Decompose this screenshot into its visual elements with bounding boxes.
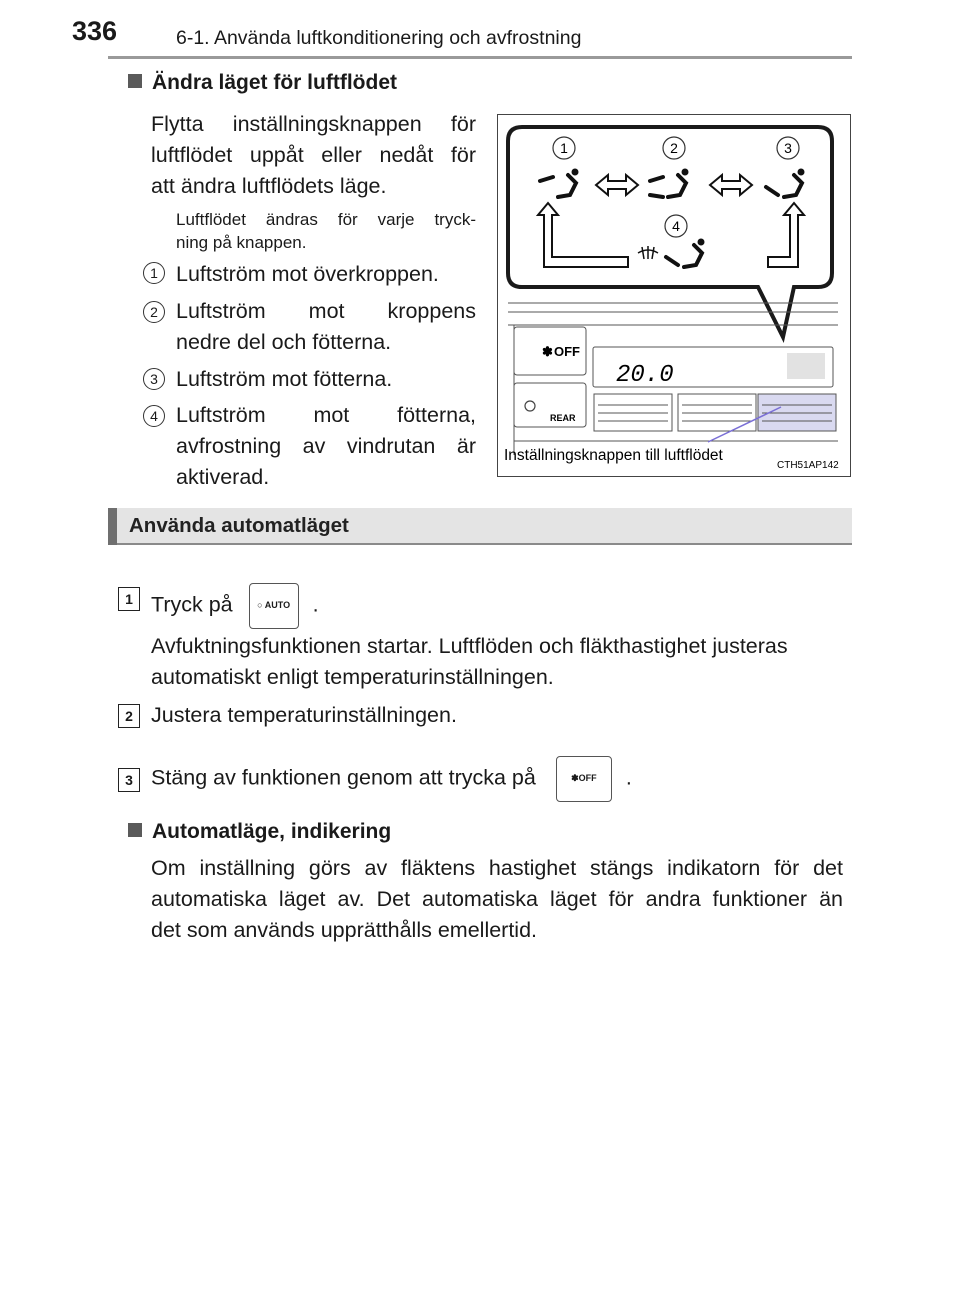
mode-2-text bbox=[176, 296, 476, 358]
mode-line: nedre del och fötterna. bbox=[176, 330, 392, 354]
step-1-detail-line: Avfuktningsfunktionen startar. Luftflöden och fläkthastighet justeras bbox=[151, 634, 788, 658]
airflow-figure bbox=[497, 114, 851, 477]
mode-3-number: 3 bbox=[143, 368, 165, 390]
indicator-subheading-text: Automatläge, indikering bbox=[152, 820, 392, 843]
airflow-note-line: Luftflödet ändras för varje tryck- bbox=[176, 210, 476, 229]
step-1-detail-line: automatiskt enligt temperaturinställningen. bbox=[151, 665, 554, 689]
mode-2-number: 2 bbox=[143, 301, 165, 323]
step-1-lead: Tryck på bbox=[151, 592, 233, 617]
mode-4-text bbox=[176, 400, 476, 493]
step-1-text bbox=[151, 583, 851, 629]
header-rule bbox=[108, 56, 852, 59]
mode-line: aktiverad. bbox=[176, 465, 270, 489]
airflow-note-line: ning på knappen. bbox=[176, 233, 307, 252]
off-button[interactable]: ✽OFF bbox=[556, 756, 612, 802]
step-1-number: 1 bbox=[118, 587, 140, 611]
airflow-intro bbox=[151, 109, 476, 202]
fan-off-label: OFF bbox=[554, 344, 580, 359]
mode-line: Luftström mot överkroppen. bbox=[176, 262, 439, 286]
airflow-indicator bbox=[787, 353, 825, 379]
airflow-note bbox=[176, 208, 476, 254]
mode-1-number: 1 bbox=[143, 262, 165, 284]
step-2-text: Justera temperaturinställningen. bbox=[151, 703, 457, 727]
mode-line: avfrostning av vindrutan är bbox=[176, 434, 476, 458]
airflow-intro-line: Flytta inställningsknappen för bbox=[151, 112, 476, 136]
indicator-subheading bbox=[128, 820, 391, 844]
rear-label: REAR bbox=[550, 413, 576, 423]
section-accent bbox=[108, 508, 117, 545]
callout-number-4: 4 bbox=[672, 218, 680, 234]
airflow-intro-line: att ändra luftflödets läge. bbox=[151, 174, 387, 198]
step-2-number: 2 bbox=[118, 704, 140, 728]
indicator-light-icon bbox=[525, 401, 535, 411]
mode-line: Luftström mot fötterna, bbox=[176, 403, 476, 427]
indicator-text bbox=[151, 853, 843, 946]
square-bullet-icon bbox=[128, 823, 142, 837]
indicator-line: Om inställning görs av fläktens hastighet stängs indikatorn för det bbox=[151, 856, 843, 880]
airflow-diagram bbox=[498, 115, 850, 476]
step-3-tail: . bbox=[625, 765, 632, 790]
indicator-line: automatiska läget av. Det automatiska läget för andra funktioner än bbox=[151, 887, 843, 911]
figure-code: CTH51AP142 bbox=[777, 460, 839, 471]
indicator-line: det som används upprätthålls emellertid. bbox=[151, 918, 538, 942]
mode-line: Luftström mot kroppens bbox=[176, 299, 476, 323]
mode-1-text bbox=[176, 259, 476, 290]
mode-line: Luftström mot fötterna. bbox=[176, 367, 393, 391]
auto-section-header bbox=[108, 508, 852, 545]
callout-number-3: 3 bbox=[784, 140, 792, 156]
mode-4-number: 4 bbox=[143, 405, 165, 427]
step-3-text bbox=[151, 756, 851, 802]
auto-button-label: AUTO bbox=[264, 600, 291, 610]
chapter-title: 6-1. Använda luftkonditionering och avfrostning bbox=[176, 27, 582, 49]
square-bullet-icon bbox=[128, 74, 142, 88]
step-1-detail bbox=[151, 631, 851, 693]
auto-button[interactable]: ○ AUTO bbox=[249, 583, 299, 629]
fan-icon: ✽ bbox=[542, 344, 553, 359]
step-1-tail: . bbox=[312, 592, 319, 617]
step-3-lead: Stäng av funktionen genom att trycka på bbox=[151, 765, 536, 790]
figure-caption: Inställningsknappen till luftflödet bbox=[504, 447, 723, 464]
airflow-intro-line: luftflödet uppåt eller nedåt för bbox=[151, 143, 476, 167]
mode-3-text bbox=[176, 364, 476, 395]
temperature-display: 20.0 bbox=[616, 362, 674, 389]
auto-section-title: Använda automatläget bbox=[129, 514, 349, 537]
callout-number-1: 1 bbox=[560, 140, 568, 156]
page-number: 336 bbox=[72, 16, 118, 46]
airflow-subheading-text: Ändra läget för luftflödet bbox=[152, 71, 397, 94]
step-3-number: 3 bbox=[118, 768, 140, 792]
off-button-label: OFF bbox=[578, 773, 597, 783]
callout-number-2: 2 bbox=[670, 140, 678, 156]
airflow-subheading bbox=[128, 71, 397, 95]
